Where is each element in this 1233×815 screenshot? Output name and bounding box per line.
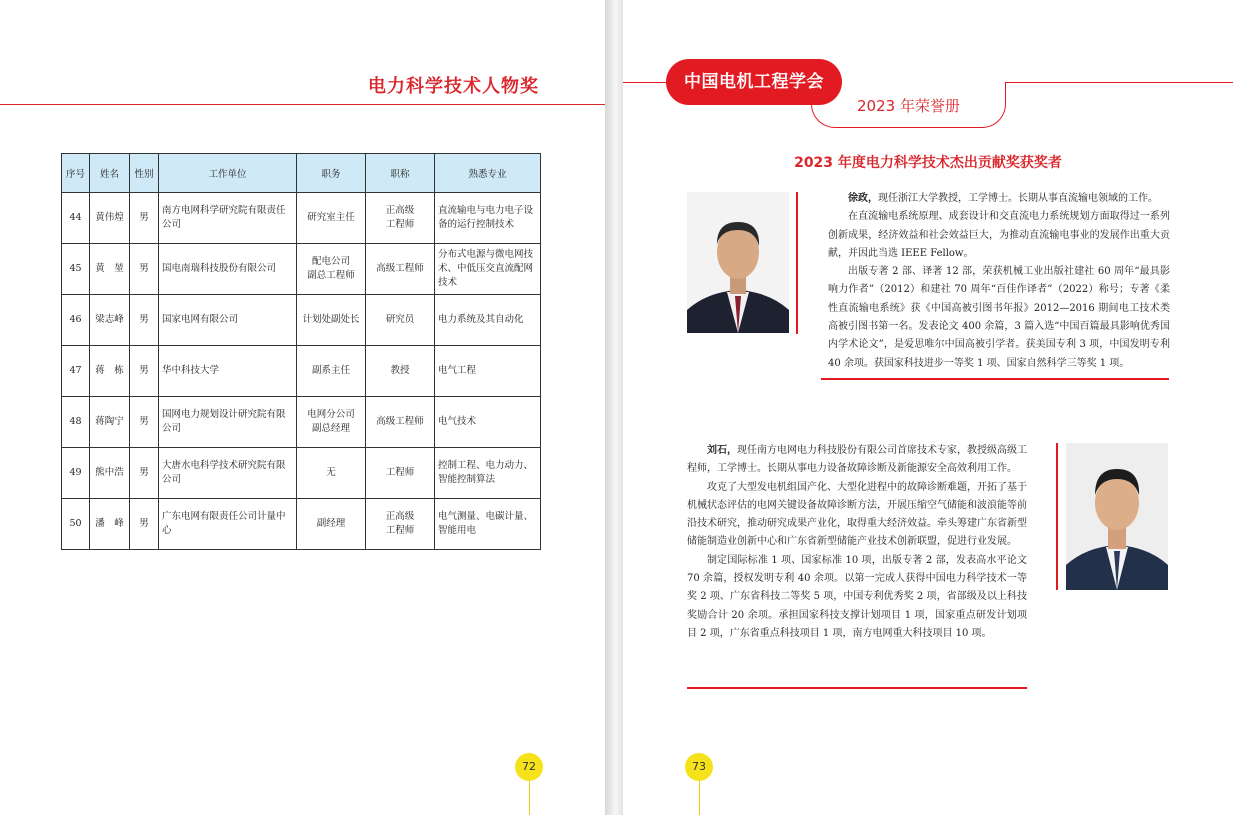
cell-no: 44: [62, 193, 90, 244]
cell-no: 46: [62, 295, 90, 346]
table-header-row: [62, 154, 541, 193]
cell-title: 研究员: [366, 295, 435, 346]
cell-position: 副系主任: [297, 346, 366, 397]
col-header-major: 熟悉专业: [435, 154, 541, 193]
cell-position: 研究室主任: [297, 193, 366, 244]
cell-position: 副经理: [297, 499, 366, 550]
awards-table: [61, 153, 541, 550]
book-spine: [605, 0, 623, 815]
col-header-title: 职称: [366, 154, 435, 193]
bio-paragraph: 攻克了大型发电机组国产化、大型化进程中的故障诊断难题，开拓了基于机械状态评估的电网关键设备故障诊断方法，开展压缩空气储能和波浪能等前沿技术研究，推动研究成果产业化，取得重大经济效益。牵头筹建广东省新型储能制造业创新中心和广东省新型储能产业技术创新联盟，促进行业发展。: [687, 481, 1027, 548]
page-number-stem: [699, 781, 700, 815]
bio-paragraph: 现任南方电网电力科技股份有限公司首席技术专家，教授级高级工程师，工学博士。长期从事电力设备故障诊断及新能源安全高效利用工作。: [687, 445, 1027, 475]
cell-gender: 男: [130, 244, 159, 295]
cell-major: 电气测量、电碳计量、智能用电: [435, 499, 541, 550]
page-number-stem: [529, 781, 530, 815]
cell-major: 电气技术: [435, 397, 541, 448]
bio-text-2: [687, 442, 1027, 643]
bio-underline-2: [687, 687, 1027, 689]
cell-major: 控制工程、电力动力、智能控制算法: [435, 448, 541, 499]
yearbook-title: 2023 年荣誉册: [857, 97, 960, 115]
bio-paragraph: 出版专著 2 部、译著 12 部，荣获机械工业出版社建社 60 周年“最具影响力作者”（2012）和建社 70 周年“百佳作译者”（2022）称号；专著《柔性直流输电系统》获《中国高被引图书年报》2012—2016 期间电工技术类高被引图书第一名。发表论文 400 余篇，3 篇入选“中国百篇最具影响优秀国内学术论文”，是爱思唯尔中国高被引学者。获美国专利 3 项，中国发明专利 40 余项。获国家科技进步一等奖 1 项、国家自然科学三等奖 1 项。: [828, 266, 1170, 369]
col-header-no: 序号: [62, 154, 90, 193]
cell-position: 配电公司 副总工程师: [297, 244, 366, 295]
cell-no: 49: [62, 448, 90, 499]
bio-paragraph: 制定国际标准 1 项、国家标准 10 项，出版专著 2 部，发表高水平论文 70 余篇，授权发明专利 40 余项。以第一完成人获得中国电力科学技术一等奖 2 项、广东省科技二等奖 5 项，中国专利优秀奖 2 项，省部级及以上科技奖励合计 20 余项。承担国家科技支撑计划项目 1 项，国家重点研发计划项目 2 项，广东省重点科技项目 1 项，南方电网重大科技项目 10 项。: [687, 554, 1027, 639]
cell-no: 50: [62, 499, 90, 550]
cell-gender: 男: [130, 499, 159, 550]
cell-name: 黄 堃: [90, 244, 130, 295]
cell-position: 电网分公司 副总经理: [297, 397, 366, 448]
cell-unit: 广东电网有限责任公司计量中心: [159, 499, 297, 550]
cell-gender: 男: [130, 397, 159, 448]
cell-title: 工程师: [366, 448, 435, 499]
page-number-right: 73: [685, 753, 713, 781]
cell-title: 教授: [366, 346, 435, 397]
cell-major: 分布式电源与微电网技术、中低压交直流配网技术: [435, 244, 541, 295]
table-row: [62, 448, 541, 499]
table-row: [62, 244, 541, 295]
cell-name: 蒋陶宁: [90, 397, 130, 448]
cell-name: 熊中浩: [90, 448, 130, 499]
table-row: [62, 295, 541, 346]
col-header-name: 姓名: [90, 154, 130, 193]
cell-major: 电气工程: [435, 346, 541, 397]
header-rule: [0, 104, 605, 105]
left-page: [0, 0, 605, 815]
person-name-2: 刘石，: [707, 445, 737, 456]
cell-name: 潘 峰: [90, 499, 130, 550]
cell-no: 47: [62, 346, 90, 397]
page-title: 电力科学技术人物奖: [368, 76, 539, 97]
cell-unit: 国网电力规划设计研究院有限公司: [159, 397, 297, 448]
table-row: [62, 397, 541, 448]
col-header-gender: 性别: [130, 154, 159, 193]
cell-gender: 男: [130, 448, 159, 499]
cell-position: 无: [297, 448, 366, 499]
cell-name: 黄伟煌: [90, 193, 130, 244]
cell-unit: 南方电网科学研究院有限责任公司: [159, 193, 297, 244]
section-title: 2023 年度电力科学技术杰出贡献奖获奖者: [794, 155, 1062, 171]
cell-title: 高级工程师: [366, 397, 435, 448]
col-header-unit: 工作单位: [159, 154, 297, 193]
cell-title: 正高级 工程师: [366, 193, 435, 244]
table-row: [62, 193, 541, 244]
cell-unit: 国家电网有限公司: [159, 295, 297, 346]
cell-gender: 男: [130, 346, 159, 397]
portrait-photo-1: [687, 192, 789, 333]
bio-accent-bar-2: [1056, 443, 1058, 590]
bio-paragraph: 现任浙江大学教授，工学博士。长期从事直流输电领域的工作。: [878, 193, 1158, 204]
cell-no: 48: [62, 397, 90, 448]
bio-accent-bar-1: [796, 192, 798, 334]
cell-name: 蒋 栋: [90, 346, 130, 397]
cell-no: 45: [62, 244, 90, 295]
right-page: [623, 0, 1233, 815]
cell-unit: 华中科技大学: [159, 346, 297, 397]
page-number-left: 72: [515, 753, 543, 781]
table-row: [62, 346, 541, 397]
cell-gender: 男: [130, 193, 159, 244]
portrait-photo-2: [1066, 443, 1168, 590]
bio-underline-1: [821, 378, 1169, 380]
cell-title: 正高级 工程师: [366, 499, 435, 550]
person-name-1: 徐政，: [848, 193, 878, 204]
cell-unit: 国电南瑞科技股份有限公司: [159, 244, 297, 295]
cell-name: 梁志峰: [90, 295, 130, 346]
bio-paragraph: 在直流输电系统原理、成套设计和交直流电力系统规划方面取得过一系列创新成果，经济效益和社会效益巨大，为推动直流输电事业的发展作出重大贡献，并因此当选 IEEE Fellow。: [828, 211, 1170, 259]
cell-position: 计划处副处长: [297, 295, 366, 346]
table-row: [62, 499, 541, 550]
bio-text-1: [828, 190, 1170, 373]
cell-major: 电力系统及其自动化: [435, 295, 541, 346]
col-header-position: 职务: [297, 154, 366, 193]
cell-unit: 大唐水电科学技术研究院有限公司: [159, 448, 297, 499]
cell-gender: 男: [130, 295, 159, 346]
cell-major: 直流输电与电力电子设备的运行控制技术: [435, 193, 541, 244]
org-logo: 中国电机工程学会: [666, 59, 842, 105]
cell-title: 高级工程师: [366, 244, 435, 295]
